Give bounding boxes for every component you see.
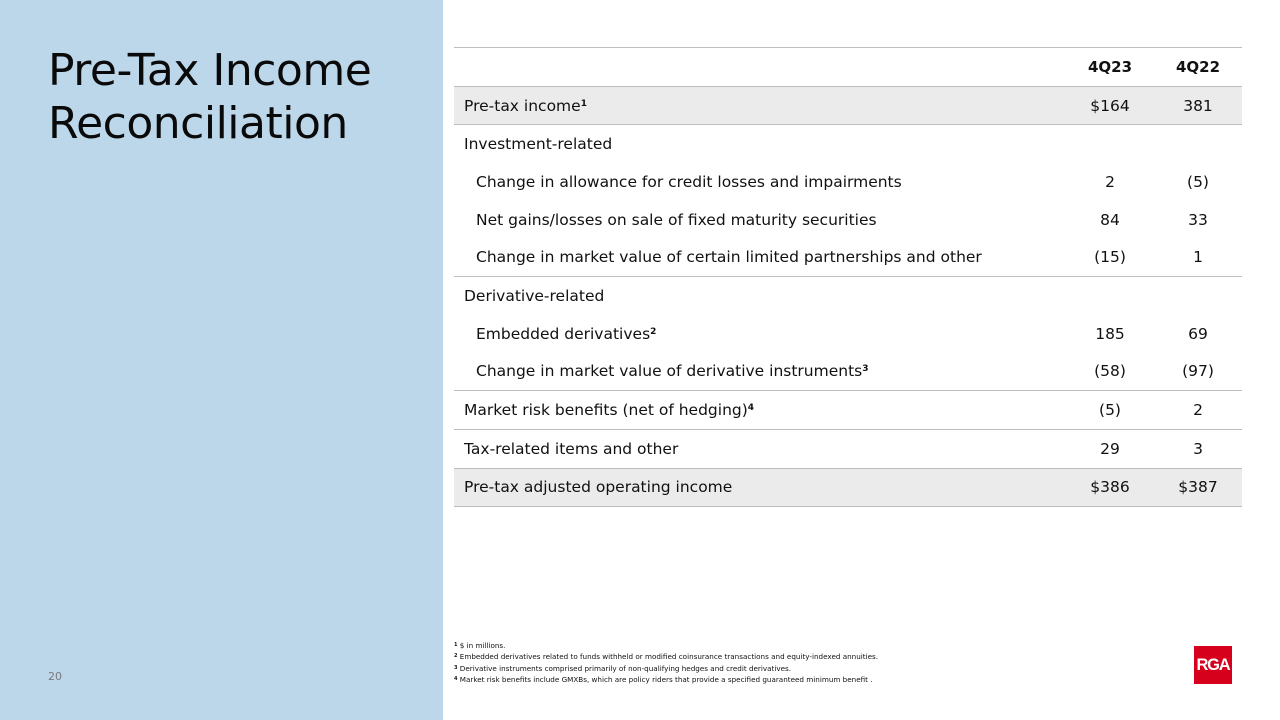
row-pretax-income: [454, 86, 1242, 125]
reconciliation-table: [454, 47, 1242, 507]
page-title-line-1: Pre-Tax Income: [48, 45, 372, 96]
value-4q22: 3: [1154, 429, 1242, 468]
row-market-risk-benefits: [454, 391, 1242, 430]
value-4q22: (5): [1187, 172, 1209, 191]
value-4q22: 33: [1188, 210, 1208, 229]
footnote-marker: 2: [650, 326, 657, 337]
footnote-number: 4: [454, 676, 458, 683]
value-4q23: (15): [1066, 238, 1154, 276]
value-4q23: 29: [1066, 429, 1154, 468]
value-4q22: 2: [1154, 391, 1242, 430]
row-embedded-derivatives: [454, 315, 1242, 353]
value-4q23: 185: [1095, 324, 1125, 343]
row-net-gains: [454, 201, 1242, 239]
row-label: Change in market value of certain limited partnerships and other: [476, 248, 982, 267]
value-4q23: (58): [1066, 353, 1154, 391]
header-4q23: 4Q23: [1066, 48, 1154, 87]
row-label: Change in allowance for credit losses and impairments: [476, 172, 902, 191]
header-4q22: 4Q22: [1154, 48, 1242, 87]
footnote-text: Derivative instruments comprised primarily of non-qualifying hedges and credit derivatives.: [459, 663, 792, 673]
row-label: Pre-tax adjusted operating income: [464, 478, 733, 497]
row-label: Tax-related items and other: [464, 439, 679, 458]
value-4q22: 1: [1154, 238, 1242, 276]
header-blank: [454, 48, 1066, 87]
value-4q23: $386: [1066, 468, 1154, 507]
footnote-marker: 3: [862, 364, 869, 375]
value-4q22: 69: [1188, 324, 1208, 343]
footnote-4: [454, 674, 1174, 685]
footnote-1: [454, 640, 1174, 651]
footnote-2: [454, 651, 1174, 662]
rga-logo: RGA: [1194, 646, 1232, 684]
footnote-text: $ in millions.: [459, 641, 506, 650]
table-header-row: [454, 48, 1242, 87]
row-label: Change in market value of derivative instruments: [476, 362, 863, 381]
row-investment-related-heading: [454, 125, 1242, 163]
value-4q23: $164: [1066, 86, 1154, 125]
page-title: [48, 44, 428, 150]
value-4q23: 84: [1100, 210, 1120, 229]
value-4q22: (97): [1154, 353, 1242, 391]
value-4q23: (5): [1066, 391, 1154, 430]
row-adjusted-operating-income: [454, 468, 1242, 507]
row-label: Market risk benefits (net of hedging): [464, 401, 748, 420]
footnote-marker: 1: [580, 98, 587, 109]
row-label: Net gains/losses on sale of fixed maturity securities: [476, 210, 877, 229]
row-label: Pre-tax income: [464, 96, 581, 115]
row-derivative-instruments: [454, 353, 1242, 391]
footnotes: [454, 640, 1174, 686]
row-tax-related: [454, 429, 1242, 468]
row-limited-partnerships: [454, 238, 1242, 276]
section-heading: Investment-related: [464, 135, 613, 154]
section-heading: Derivative-related: [464, 286, 605, 305]
value-4q22: $387: [1154, 468, 1242, 507]
page-number: 20: [48, 670, 62, 683]
footnote-text: Market risk benefits include GMXBs, which are policy riders that provide a specified guaranteed minimum benefit .: [459, 675, 873, 685]
page-title-line-2: Reconciliation: [48, 98, 348, 149]
footnote-3: [454, 663, 1174, 674]
row-credit-losses: [454, 163, 1242, 201]
value-4q22: 381: [1154, 86, 1242, 125]
footnote-text: Embedded derivatives related to funds withheld or modified coinsurance transactions and equity-indexed annuities.: [459, 652, 879, 662]
footnote-marker: 4: [747, 403, 755, 414]
footnote-number: 1: [454, 642, 458, 648]
row-label: Embedded derivatives: [476, 324, 651, 343]
footnote-number: 3: [454, 664, 458, 671]
row-derivative-related-heading: [454, 277, 1242, 315]
value-4q23: 2: [1105, 172, 1115, 191]
footnote-number: 2: [454, 653, 458, 660]
